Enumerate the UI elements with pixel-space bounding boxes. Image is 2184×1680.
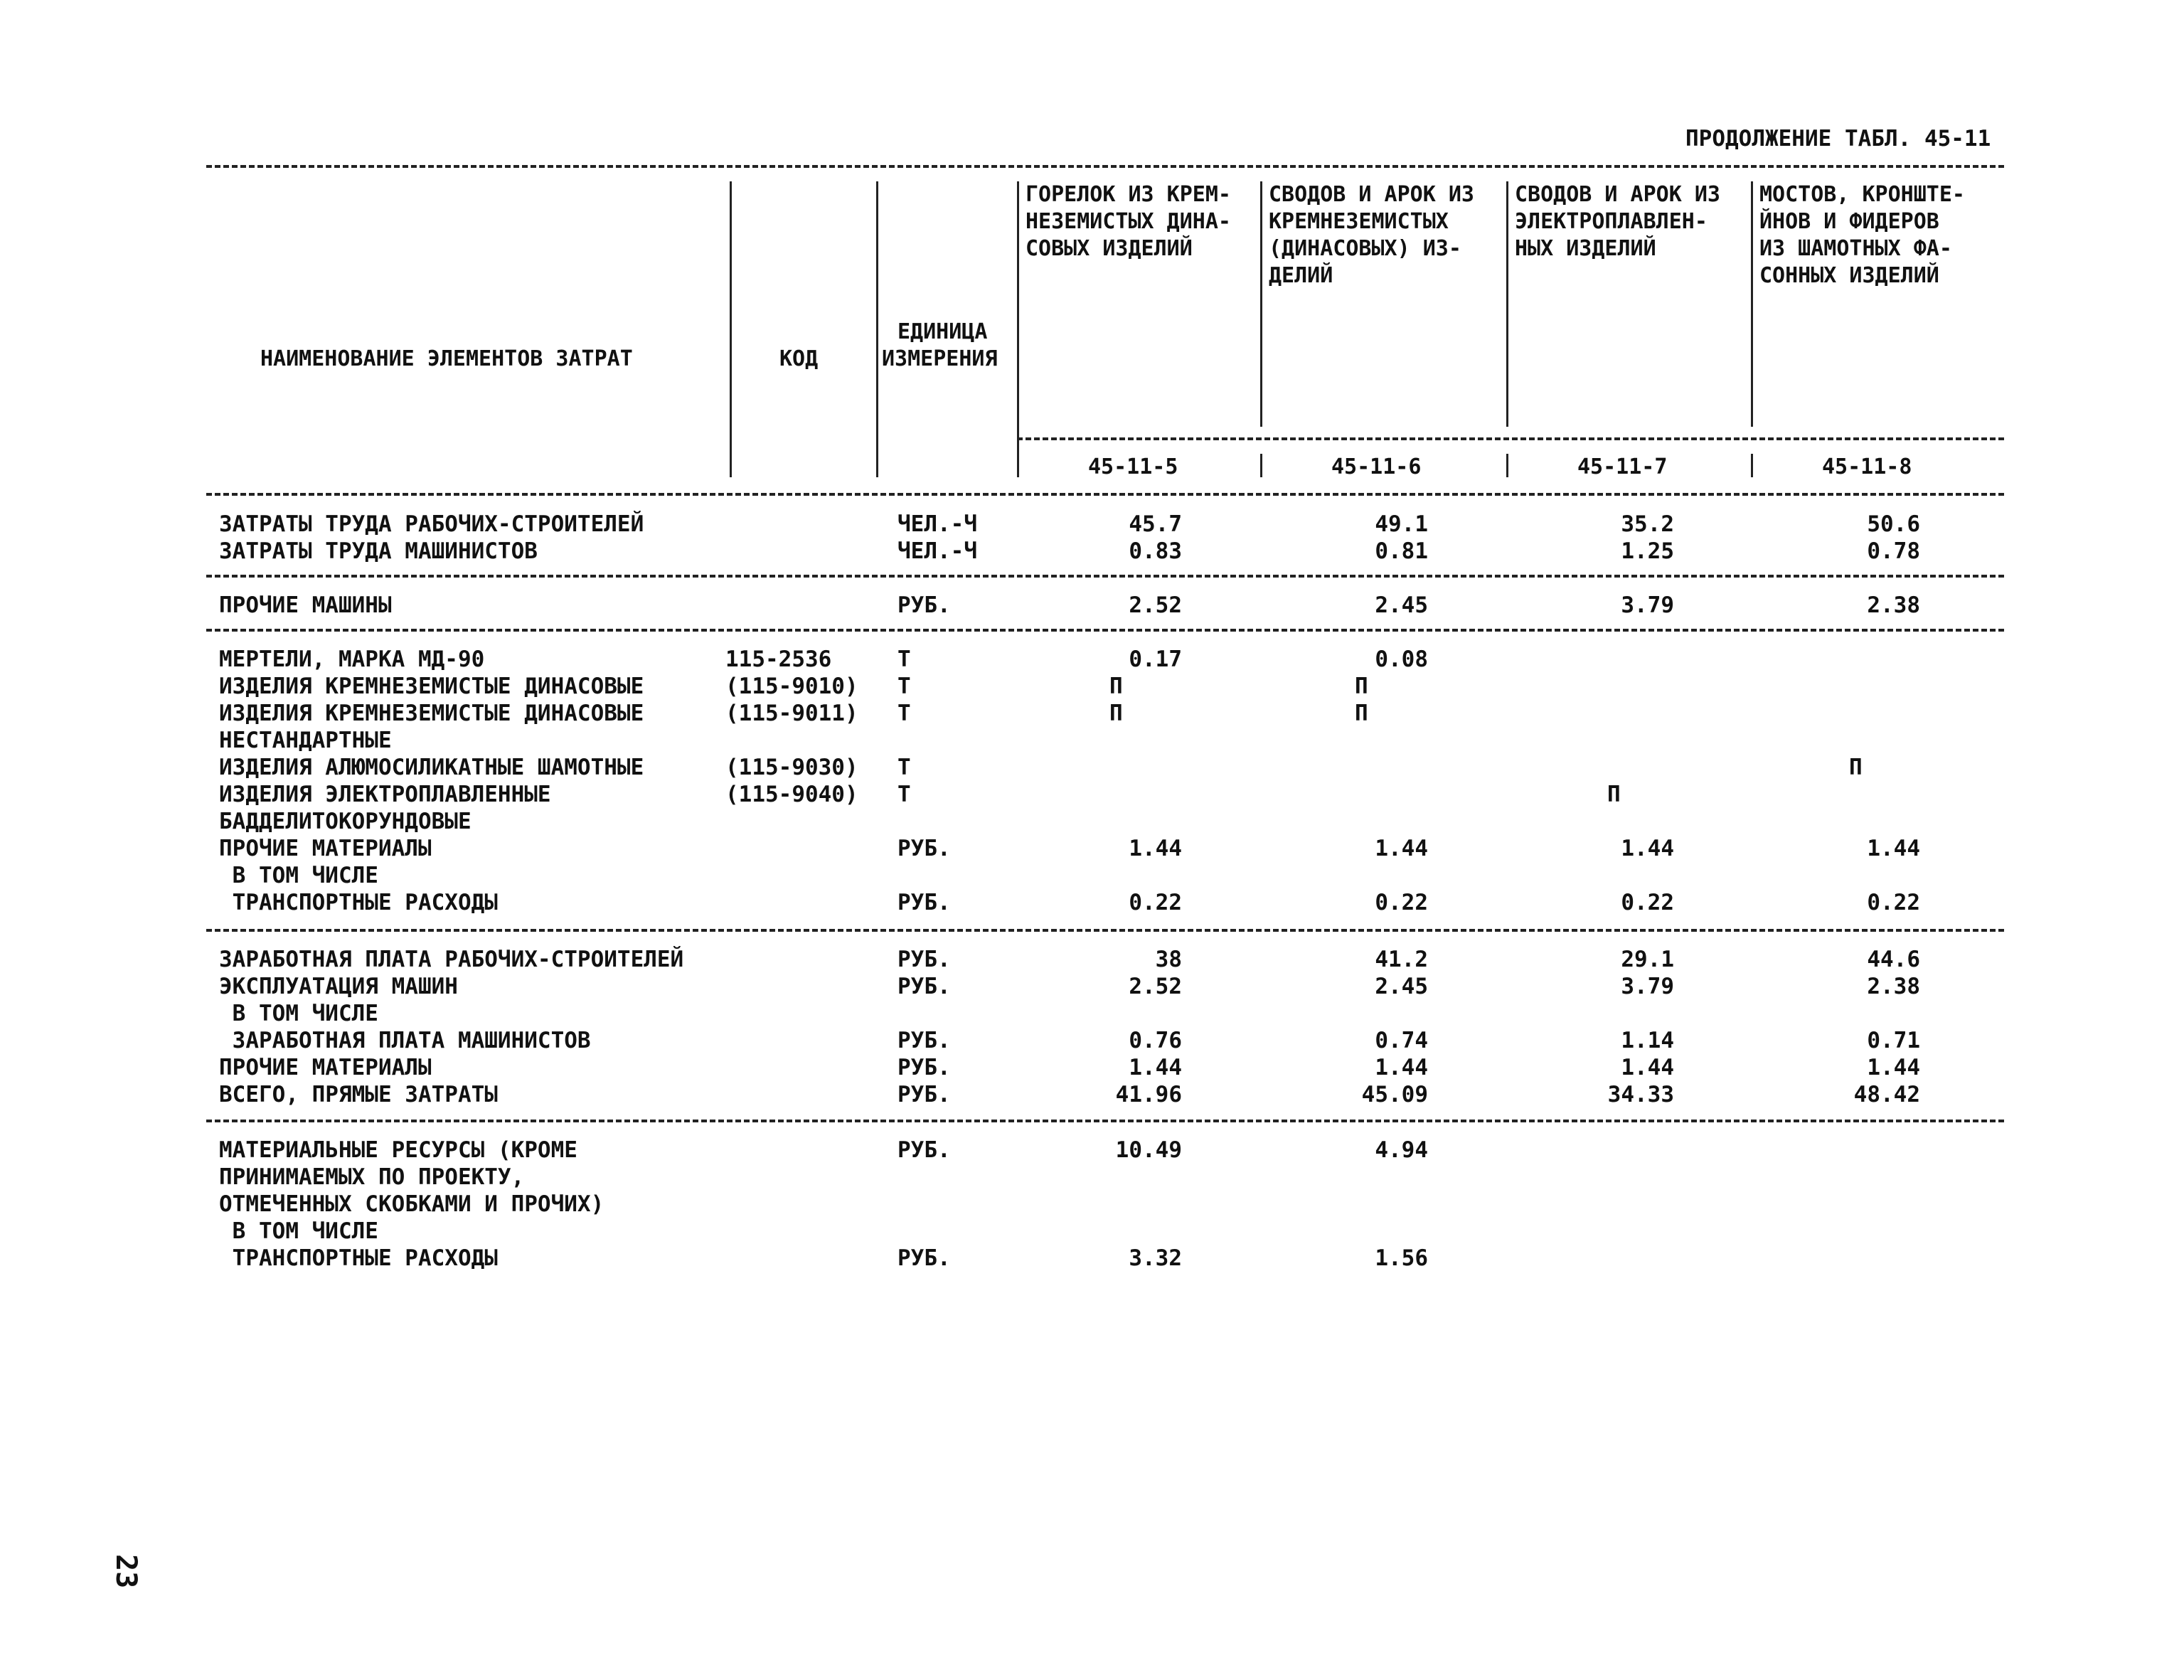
header-code-45-11-7: 45-11-7 [1577,454,1668,479]
row-unit: РУБ. [897,836,951,861]
column-divider [876,181,878,477]
row-name: МЕРТЕЛИ, МАРКА МД-90 [219,647,485,672]
section-rule [206,1120,2004,1122]
column-divider [1260,181,1262,427]
header-group-3: СВОДОВ И АРОК ИЗ [1515,182,1720,207]
row-unit: Т [897,701,911,726]
row-value: П [1109,701,1123,726]
row-value: 2.52 [1129,592,1182,618]
header-group-1: ГОРЕЛОК ИЗ КРЕМ- [1026,182,1231,207]
row-unit: РУБ. [897,1055,951,1080]
row-value: 50.6 [1867,511,1920,537]
row-value: 4.94 [1375,1137,1428,1163]
row-name: ИЗДЕЛИЯ КРЕМНЕЗЕМИСТЫЕ ДИНАСОВЫЕ [219,701,644,726]
row-value: П [1355,701,1368,726]
column-divider [1506,181,1508,427]
row-value: 1.44 [1621,836,1674,861]
header-unit-column: ЕДИНИЦА [897,319,988,344]
header-group-1: НЕЗЕМИСТЫХ ДИНА- [1026,209,1231,234]
row-value: 0.83 [1129,538,1182,564]
row-value: 1.44 [1129,836,1182,861]
row-value: 35.2 [1621,511,1674,537]
row-code: (115-9040) [725,782,858,807]
row-unit: Т [897,647,911,672]
header-code-45-11-8: 45-11-8 [1822,454,1912,479]
row-name: ИЗДЕЛИЯ ЭЛЕКТРОПЛАВЛЕННЫЕ [219,782,551,807]
header-group-4: СОННЫХ ИЗДЕЛИЙ [1759,263,1939,288]
row-name: НЕСТАНДАРТНЫЕ [219,728,392,753]
row-name: БАДДЕЛИТОКОРУНДОВЫЕ [219,809,472,834]
row-unit: РУБ. [897,592,951,618]
table-top-rule [206,165,2004,168]
row-value: 3.79 [1621,974,1674,999]
row-name: В ТОМ ЧИСЛЕ [219,1001,378,1026]
row-value: 10.49 [1115,1137,1182,1163]
row-value: П [1607,782,1621,807]
row-value: 0.81 [1375,538,1428,564]
row-name: ЗАРАБОТНАЯ ПЛАТА РАБОЧИХ-СТРОИТЕЛЕЙ [219,947,684,972]
column-divider [1751,181,1753,427]
row-unit: РУБ. [897,974,951,999]
row-value: 41.96 [1115,1082,1182,1107]
row-value: 1.44 [1867,1055,1920,1080]
row-value: 29.1 [1621,947,1674,972]
row-value: 3.79 [1621,592,1674,618]
row-value: 1.25 [1621,538,1674,564]
header-group-3: ЭЛЕКТРОПЛАВЛЕН- [1515,209,1708,234]
row-unit: ЧЕЛ.-Ч [897,511,977,537]
row-code: 115-2536 [725,647,832,672]
row-name: ПРИНИМАЕМЫХ ПО ПРОЕКТУ, [219,1164,525,1190]
header-group-2: КРЕМНЕЗЕМИСТЫХ [1269,209,1449,234]
section-rule [206,629,2004,632]
row-code: (115-9010) [725,674,858,699]
row-unit: РУБ. [897,1245,951,1271]
row-value: 0.08 [1375,647,1428,672]
row-value: 1.44 [1129,1055,1182,1080]
row-name: ОТМЕЧЕННЫХ СКОБКАМИ И ПРОЧИХ) [219,1191,604,1217]
row-name: ЭКСПЛУАТАЦИЯ МАШИН [219,974,458,999]
header-code-45-11-5: 45-11-5 [1088,454,1178,479]
row-value: 0.76 [1129,1028,1182,1053]
header-group-4: ИЗ ШАМОТНЫХ ФА- [1759,236,1952,261]
row-value: 45.09 [1361,1082,1428,1107]
column-divider [1506,454,1508,477]
header-group-1: СОВЫХ ИЗДЕЛИЙ [1026,236,1193,261]
row-value: 1.44 [1375,836,1428,861]
row-unit: РУБ. [897,1028,951,1053]
row-unit: РУБ. [897,947,951,972]
row-value: 0.17 [1129,647,1182,672]
row-name: ТРАНСПОРТНЫЕ РАСХОДЫ [219,1245,498,1271]
column-divider [730,181,732,477]
section-rule [206,575,2004,578]
row-value: 41.2 [1375,947,1428,972]
header-name-column: НАИМЕНОВАНИЕ ЭЛЕМЕНТОВ ЗАТРАТ [260,346,633,371]
row-value: 0.22 [1375,890,1428,915]
row-unit: Т [897,755,911,780]
row-name: В ТОМ ЧИСЛЕ [219,1218,378,1244]
table-caption: ПРОДОЛЖЕНИЕ ТАБЛ. 45-11 [1685,126,1991,151]
header-code-rule [1017,437,2004,440]
row-value: 1.44 [1867,836,1920,861]
row-name: ЗАРАБОТНАЯ ПЛАТА МАШИНИСТОВ [219,1028,591,1053]
row-name: ПРОЧИЕ МАТЕРИАЛЫ [219,836,432,861]
header-group-2: (ДИНАСОВЫХ) ИЗ- [1269,236,1461,261]
header-code-45-11-6: 45-11-6 [1331,454,1422,479]
row-unit: Т [897,782,911,807]
row-value: П [1355,674,1368,699]
header-group-4: ЙНОВ И ФИДЕРОВ [1759,209,1939,234]
row-unit: ЧЕЛ.-Ч [897,538,977,564]
row-name: ПРОЧИЕ МАТЕРИАЛЫ [219,1055,432,1080]
row-value: 0.22 [1867,890,1920,915]
row-name: ИЗДЕЛИЯ АЛЮМОСИЛИКАТНЫЕ ШАМОТНЫЕ [219,755,644,780]
row-unit: РУБ. [897,890,951,915]
row-value: 0.78 [1867,538,1920,564]
row-value: 1.44 [1375,1055,1428,1080]
row-value: 2.38 [1867,974,1920,999]
row-name: В ТОМ ЧИСЛЕ [219,863,378,888]
row-value: 2.52 [1129,974,1182,999]
header-group-2: ДЕЛИЙ [1269,263,1333,288]
section-rule [206,929,2004,932]
row-code: (115-9030) [725,755,858,780]
header-unit-column: ИЗМЕРЕНИЯ [882,346,998,371]
row-value: 34.33 [1607,1082,1674,1107]
page-number: 23 [110,1554,142,1589]
row-value: 0.71 [1867,1028,1920,1053]
header-group-2: СВОДОВ И АРОК ИЗ [1269,182,1474,207]
header-group-3: НЫХ ИЗДЕЛИЙ [1515,236,1656,261]
row-name: ПРОЧИЕ МАШИНЫ [219,592,392,618]
row-value: П [1109,674,1123,699]
row-name: ИЗДЕЛИЯ КРЕМНЕЗЕМИСТЫЕ ДИНАСОВЫЕ [219,674,644,699]
row-name: ВСЕГО, ПРЯМЫЕ ЗАТРАТЫ [219,1082,498,1107]
row-value: П [1849,755,1863,780]
row-value: 2.38 [1867,592,1920,618]
header-group-4: МОСТОВ, КРОНШТЕ- [1759,182,1965,207]
row-unit: РУБ. [897,1082,951,1107]
row-name: ЗАТРАТЫ ТРУДА РАБОЧИХ-СТРОИТЕЛЕЙ [219,511,644,537]
row-value: 1.14 [1621,1028,1674,1053]
row-value: 1.56 [1375,1245,1428,1271]
row-name: ТРАНСПОРТНЫЕ РАСХОДЫ [219,890,498,915]
header-bottom-rule [206,493,2004,496]
row-unit: РУБ. [897,1137,951,1163]
row-value: 0.74 [1375,1028,1428,1053]
row-value: 45.7 [1129,511,1182,537]
row-value: 0.22 [1129,890,1182,915]
row-unit: Т [897,674,911,699]
row-value: 44.6 [1867,947,1920,972]
column-divider [1260,454,1262,477]
row-name: ЗАТРАТЫ ТРУДА МАШИНИСТОВ [219,538,538,564]
row-value: 2.45 [1375,592,1428,618]
row-value: 2.45 [1375,974,1428,999]
row-code: (115-9011) [725,701,858,726]
row-value: 49.1 [1375,511,1428,537]
row-value: 3.32 [1129,1245,1182,1271]
column-divider [1751,454,1753,477]
row-value: 1.44 [1621,1055,1674,1080]
row-value: 38 [1155,947,1182,972]
row-value: 48.42 [1853,1082,1920,1107]
row-name: МАТЕРИАЛЬНЫЕ РЕСУРСЫ (КРОМЕ [219,1137,577,1163]
header-code-column: КОД [779,346,819,371]
column-divider [1017,181,1019,477]
row-value: 0.22 [1621,890,1674,915]
